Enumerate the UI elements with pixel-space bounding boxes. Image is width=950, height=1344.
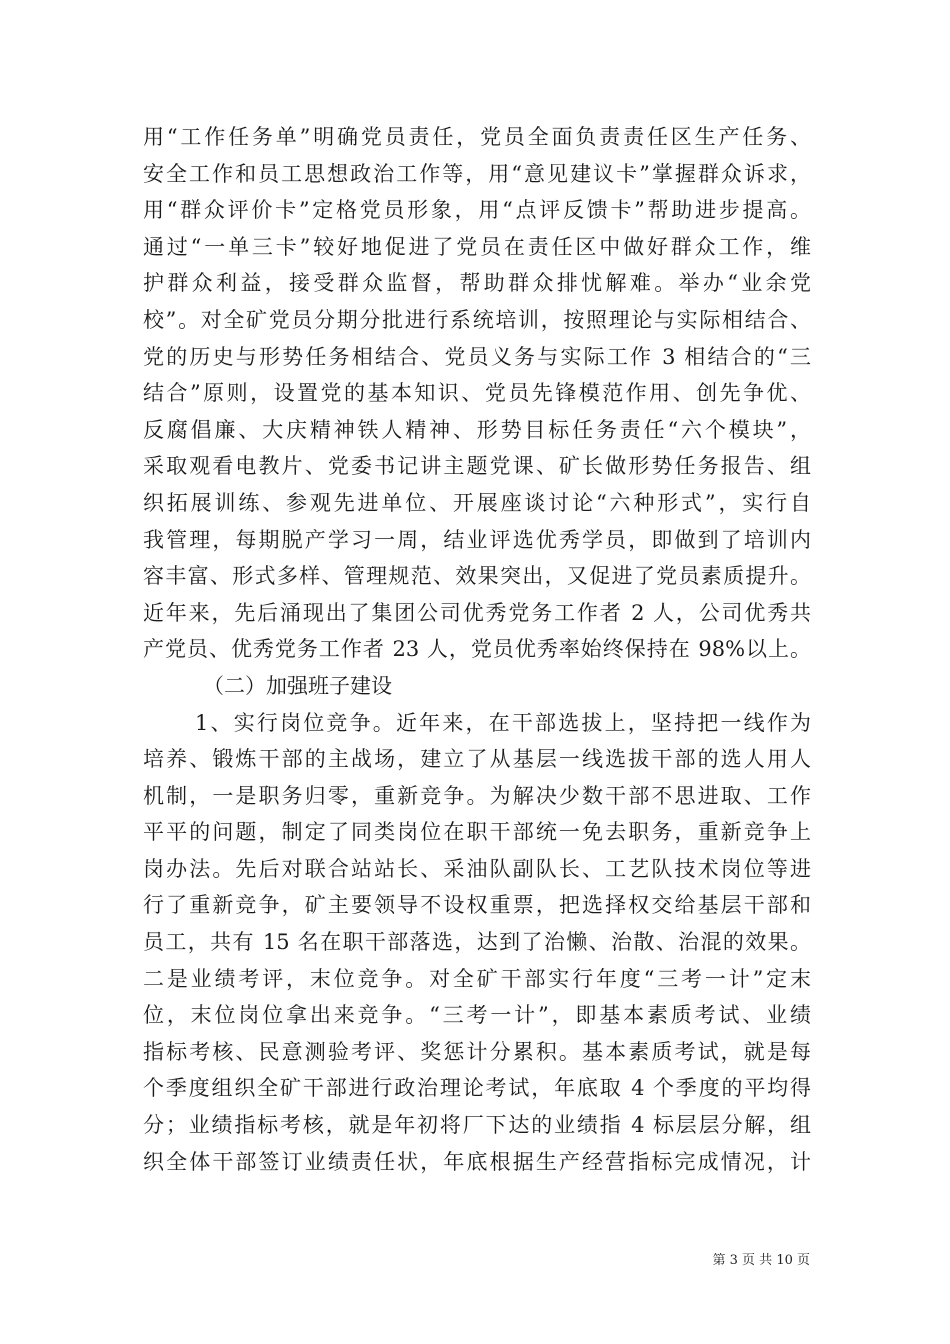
text-line: 反腐倡廉、大庆精神铁人精神、形势目标任务责任“六个模块”， (143, 417, 811, 442)
text-line: 校”。对全矿党员分期分批进行系统培训，按照理论与实际相结合、 (143, 307, 811, 332)
text-line: 员工，共有 15 名在职干部落选，达到了治懒、治散、治混的效果。 (143, 930, 811, 955)
text-line: 近年来，先后涌现出了集团公司优秀党务工作者 2 人，公司优秀共 (143, 600, 811, 625)
text-line: 机制，一是职务归零，重新竞争。为解决少数干部不思进取、工作 (143, 783, 811, 808)
text-line: 织拓展训练、参观先进单位、开展座谈讨论“六种形式”，实行自 (143, 490, 811, 515)
text-line: 容丰富、形式多样、管理规范、效果突出，又促进了党员素质提升。 (143, 564, 811, 589)
text-line: 产党员、优秀党务工作者 23 人，党员优秀率始终保持在 98%以上。 (143, 637, 811, 662)
text-line: 织全体干部签订业绩责任状，年底根据生产经营指标完成情况，计 (143, 1149, 811, 1174)
text-line: 通过“一单三卡”较好地促进了党员在责任区中做好群众工作，维 (143, 234, 811, 259)
text-line: 用“群众评价卡”定格党员形象，用“点评反馈卡”帮助进步提高。 (143, 198, 811, 223)
text-line: 个季度组织全矿干部进行政治理论考试，年底取 4 个季度的平均得 (143, 1076, 811, 1101)
text-line: 采取观看电教片、党委书记讲主题党课、矿长做形势任务报告、组 (143, 454, 811, 479)
text-line: 党的历史与形势任务相结合、党员义务与实际工作 3 相结合的“三 (143, 344, 811, 369)
text-line: 结合”原则，设置党的基本知识、党员先锋模范作用、创先争优、 (143, 381, 811, 406)
text-line: 指标考核、民意测验考评、奖惩计分累积。基本素质考试，就是每 (143, 1039, 811, 1064)
page-number-footer: 第 3 页 共 10 页 (712, 1253, 810, 1268)
text-line: 用“工作任务单”明确党员责任，党员全面负责责任区生产任务、 (143, 125, 811, 149)
text-line: 位，末位岗位拿出来竞争。“三考一计”，即基本素质考试、业绩 (143, 1003, 811, 1028)
text-line: 1、实行岗位竞争。近年来，在干部选拔上，坚持把一线作为 (195, 710, 811, 735)
text-line: 岗办法。先后对联合站站长、采油队副队长、工艺队技术岗位等进 (143, 856, 811, 881)
section-heading: （二）加强班子建设 (203, 673, 392, 698)
body-text (143, 119, 811, 1180)
text-line: 平平的问题，制定了同类岗位在职干部统一免去职务，重新竞争上 (143, 820, 811, 845)
text-line: 二是业绩考评，末位竞争。对全矿干部实行年度“三考一计”定末 (143, 966, 811, 991)
text-line: 培养、锻炼干部的主战场，建立了从基层一线选拔干部的选人用人 (143, 747, 811, 772)
text-line: 我管理，每期脱产学习一周，结业评选优秀学员，即做到了培训内 (143, 527, 811, 552)
text-line: 护群众利益，接受群众监督，帮助群众排忧解难。举办“业余党 (143, 271, 811, 296)
text-line: 行了重新竞争，矿主要领导不设权重票，把选择权交给基层干部和 (143, 893, 811, 918)
text-line: 安全工作和员工思想政治工作等，用“意见建议卡”掌握群众诉求， (143, 161, 811, 186)
text-line: 分；业绩指标考核，就是年初将厂下达的业绩指 4 标层层分解，组 (143, 1113, 811, 1138)
